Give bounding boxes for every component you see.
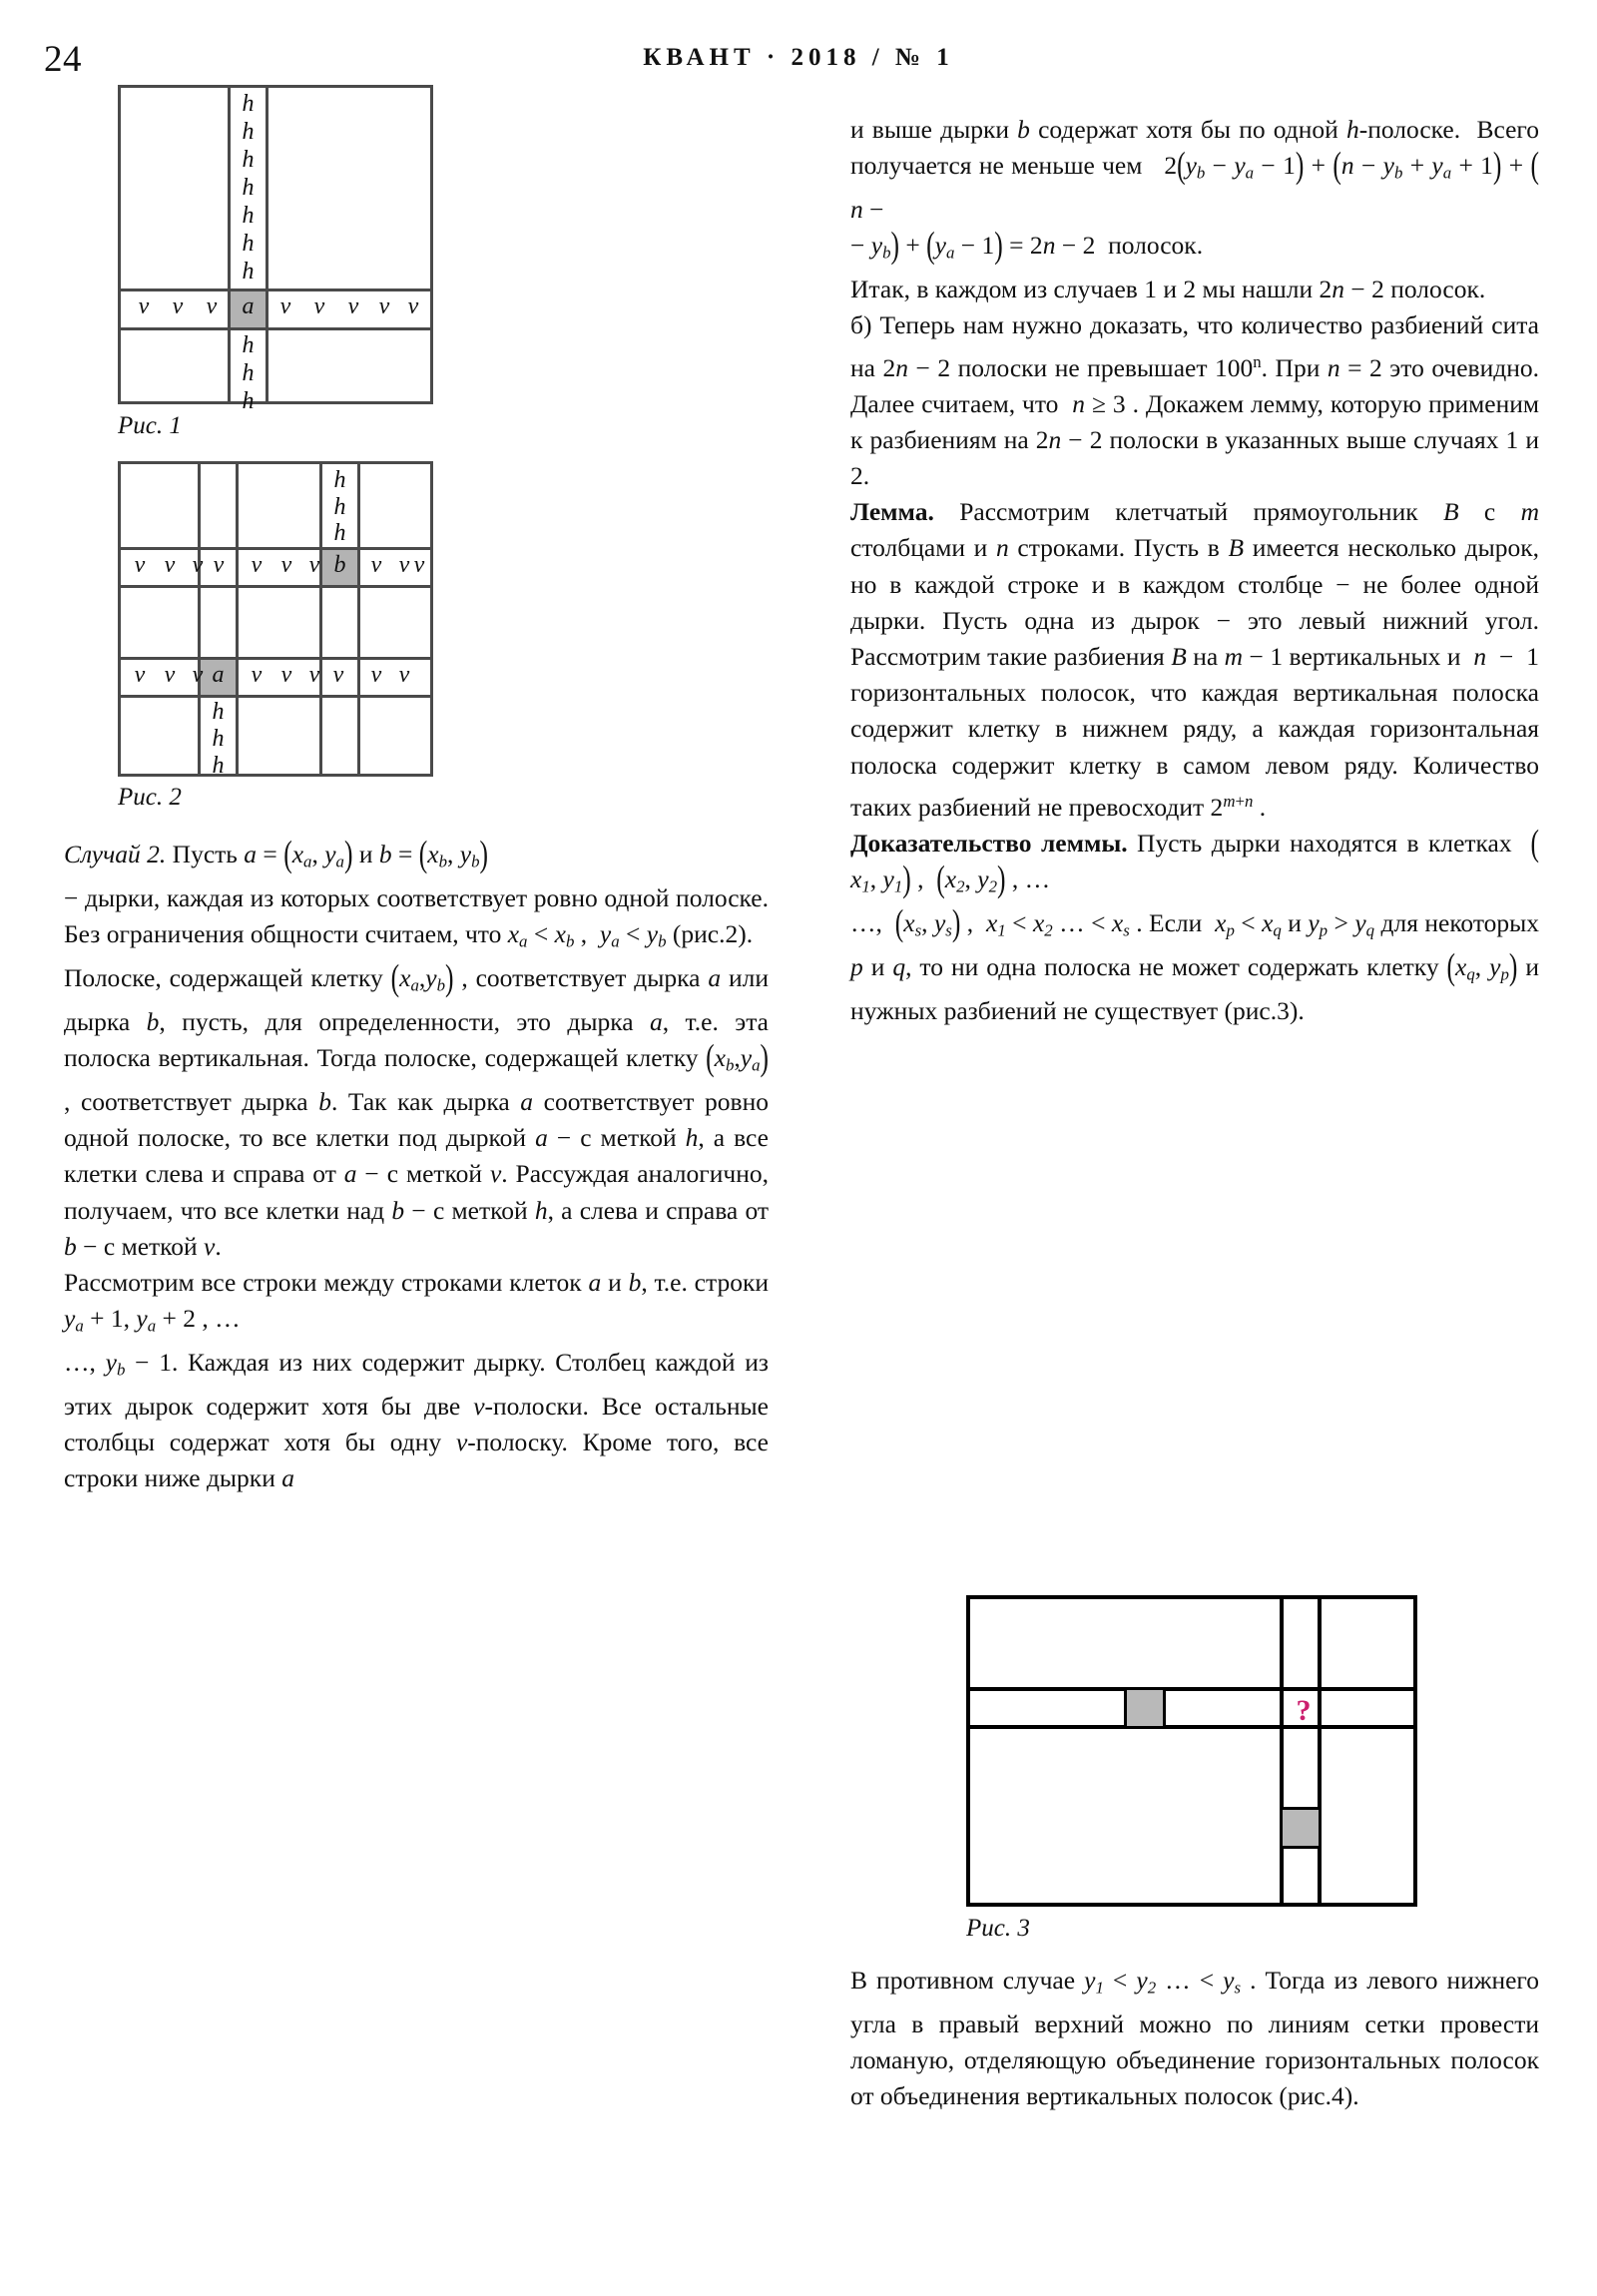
fig2-v-label: v: [280, 662, 292, 688]
paragraph-lemma: Лемма. Рассмотрим клетчатый прямоугольник B с m столбцами и n строками. Пусть в B имеется несколько дырок, но в каждой строке и в каждом столбце − не более одной дырки. Пусть одна из дырок − это левый нижний угол. Рассмотрим такие разбиения B на m − 1 вертикальных и n − 1 горизонтальных полосок, что каждая вертикальная полоска содержит клетку в нижнем ряду, а каждая горизонтальная полоска содержит клетку в самом левом ряду. Количество таких разбиений не превосходит $2^{m+n}$ .: [850, 497, 1540, 822]
fig1-h-label: h: [242, 203, 255, 229]
paragraph-part-b: б) Теперь нам нужно доказать, что количество разбиений сита на 2n − 2 полоски не превышает 100$^n$. При n = 2 это очевидно. Далее считаем, что n ≥ 3 . Докажем лемму, которую применим к разбиениям на 2n − 2 полоски в указанных выше случаях 1 и 2.: [850, 310, 1539, 490]
fig2-row-a-bottom: [118, 695, 433, 698]
paragraph-count: и выше дырки b содержат хотя бы по одной h-полоске. Всего получается не меньше чем $2(y_b - y_a - 1) + (n - y_b + y_a + 1) + (n$ − − $y_b) + (y_a - 1) = 2n - 2$ полосок.: [850, 115, 1539, 267]
fig2-v-label: v: [398, 552, 410, 578]
journal-title-line: КВАНТ · 2018 / № 1: [643, 44, 954, 71]
fig1-h-label: h: [242, 119, 255, 145]
fig2-h-label: h: [212, 699, 225, 725]
fig3-border-bottom: [966, 1903, 1417, 1907]
fig2-border-right: [430, 461, 433, 777]
fig3-band-v-left: [1280, 1595, 1284, 1907]
fig2-v-label: v: [251, 662, 263, 688]
fig2-border-top: [118, 461, 433, 464]
fig1-border-top: [118, 85, 433, 88]
paragraph-otherwise: В противном случае $y_1 < y_2$ … < $y_s$ . Тогда из левого нижнего угла в правый верхний можно по линиям сетки провести ломаную, отделяющую объединение горизонтальных полосок от объединения вертикальных полосок (рис.4).: [850, 1966, 1540, 2111]
right-text-column: [850, 112, 1539, 1029]
fig2-row-b-bottom: [118, 585, 433, 588]
fig3-hole-cell-lower: [1280, 1807, 1322, 1849]
fig2-v-label: v: [370, 552, 382, 578]
figure-2: [118, 461, 433, 777]
fig1-h-label: h: [242, 147, 255, 173]
fig2-h-label: h: [333, 520, 346, 546]
fig2-v-label: v: [308, 552, 320, 578]
figure-1-caption: Рис. 1: [118, 412, 182, 439]
fig1-v-label: v: [138, 293, 150, 319]
fig2-col-b-right: [357, 461, 360, 777]
fig3-border-left: [966, 1595, 970, 1907]
fig1-v-label: v: [279, 293, 291, 319]
fig1-hole-a-label: a: [242, 293, 255, 319]
fig1-row-top-edge: [118, 288, 433, 291]
paragraph-rows: Рассмотрим все строки между строками клеток a и b, т.е. строки $y_a + 1$, $y_a + 2$ , … …, $y_b - 1$. Каждая из них содержит дырку. Столбец каждой из этих дырок содержит хотя бы две v-полоски. Все остальные столбцы содержат хотя бы одну v-полоску. Кроме того, все строки ниже дырки a: [64, 1268, 770, 1493]
fig1-h-label: h: [242, 259, 255, 285]
page-header: [0, 38, 1597, 80]
case2-label: Случай 2.: [64, 840, 167, 868]
fig2-v-label: v: [332, 662, 344, 688]
fig2-v-label: v: [134, 662, 146, 688]
fig2-hole-b-label: b: [333, 552, 346, 578]
fig1-col-right-edge: [266, 85, 268, 404]
fig1-v-label: v: [313, 293, 325, 319]
fig2-v-label: v: [192, 552, 204, 578]
fig1-row-bottom-edge: [118, 327, 433, 330]
fig2-v-label: v: [164, 552, 176, 578]
paragraph-proof: Доказательство леммы. Пусть дырки находятся в клетках ($x_1$, $y_1$) , ($x_2$, $y_2$) , … …, ($x_s$, $y_s$) , $x_1 < x_2$ … < $x_s$ . Если $x_p < x_q$ и $y_p > y_q$ для некоторых p и q, то ни одна полоска не может содержать клетку ($x_q$, $y_p$) и нужных разбиений не существует (рис.3).: [850, 821, 1540, 1025]
left-text-column: [64, 833, 770, 1497]
fig3-border-top: [966, 1595, 1417, 1599]
fig2-v-label: v: [413, 552, 425, 578]
fig3-hole-cell-upper: [1124, 1687, 1166, 1729]
page-number: 24: [44, 39, 82, 80]
fig3-band-h-top: [966, 1687, 1417, 1691]
fig2-h-label: h: [333, 467, 346, 493]
fig1-border-right: [430, 85, 433, 404]
fig1-border-left: [118, 85, 121, 404]
fig3-question-mark: ?: [1296, 1694, 1312, 1727]
fig1-v-label: v: [378, 293, 390, 319]
figure-2-caption: Рис. 2: [118, 784, 182, 811]
fig2-v-label: v: [398, 662, 410, 688]
fig1-h-label: h: [242, 91, 255, 117]
fig1-v-label: v: [347, 293, 359, 319]
fig2-border-bottom: [118, 774, 433, 777]
paragraph-strip: Полоске, содержащей клетку $(x_a,y_b)$ , соответствует дырка a или дырка b, пусть, для определенности, это дырка a, т.е. эта полоска вертикальная. Тогда полоске, содержащей клетку $(x_b,y_a)$ , соответствует дырка b. Так как дырка a соответствует ровно одной полоске, то все клетки под дыркой a − с меткой h, а все клетки слева и справа от a − с меткой v. Рассуждая аналогично, получаем, что все клетки над b − с меткой h, а слева и справа от b − с меткой v.: [64, 956, 769, 1261]
fig2-v-label: v: [134, 552, 146, 578]
fig2-v-label: v: [164, 662, 176, 688]
fig1-h-label: h: [242, 332, 255, 358]
fig2-hole-a-label: a: [212, 662, 225, 688]
figure-3: [966, 1595, 1417, 1907]
fig1-v-label: v: [172, 293, 184, 319]
fig3-band-v-right: [1318, 1595, 1322, 1907]
fig3-band-h-bottom: [966, 1725, 1417, 1729]
fig2-row-a-top: [118, 657, 433, 660]
figure-3-caption: Рис. 3: [966, 1915, 1030, 1942]
fig2-h-label: h: [212, 753, 225, 779]
fig1-h-label: h: [242, 231, 255, 257]
paragraph-case2: Случай 2. Пусть $a = (x_a$, $y_a$) и $b = (x_b$, $y_b$) − дырки, каждая из которых соответствует ровно одной полоске. Без ограничения общности считаем, что $x_a < x_b$ , $y_a < y_b$ (рис.2).: [64, 833, 769, 951]
fig1-h-label: h: [242, 175, 255, 201]
fig2-v-label: v: [280, 552, 292, 578]
fig2-v-label: v: [213, 552, 225, 578]
fig2-v-label: v: [370, 662, 382, 688]
fig2-border-left: [118, 461, 121, 777]
fig1-border-bottom: [118, 401, 433, 404]
fig2-row-b-top: [118, 547, 433, 550]
fig2-col-a-right: [236, 461, 239, 777]
fig1-h-label: h: [242, 360, 255, 386]
fig2-h-label: h: [333, 494, 346, 520]
fig2-v-label: v: [192, 662, 204, 688]
fig2-h-label: h: [212, 726, 225, 752]
fig1-v-label: v: [206, 293, 218, 319]
fig1-v-label: v: [407, 293, 419, 319]
fig2-v-label: v: [308, 662, 320, 688]
paragraph-itak: Итак, в каждом из случаев 1 и 2 мы нашли 2n − 2 полосок.: [850, 275, 1486, 304]
proof-label: Доказательство леммы.: [850, 828, 1128, 858]
fig3-border-right: [1413, 1595, 1417, 1907]
right-text-column-bottom: [850, 1963, 1539, 2115]
fig1-h-label: h: [242, 388, 255, 414]
figure-1: [118, 85, 433, 414]
fig2-v-label: v: [251, 552, 263, 578]
lemma-label: Лемма.: [850, 497, 934, 527]
